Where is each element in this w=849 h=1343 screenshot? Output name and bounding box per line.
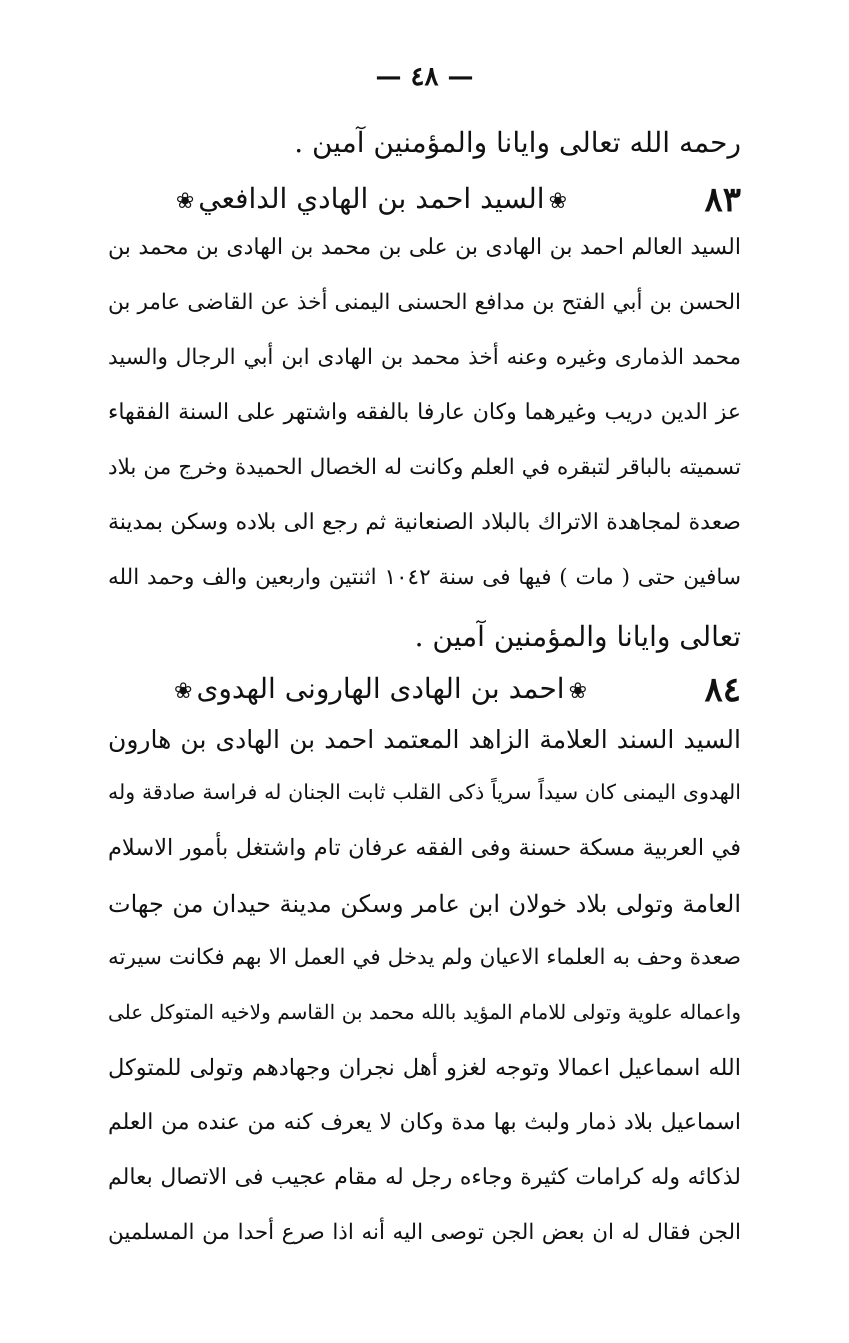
entry-number: ٨٤	[704, 670, 741, 710]
entry-title-wrap	[170, 672, 591, 705]
text-line: اسماعيل بلاد ذمار ولبث بها مدة وكان لا يعرف كنه من عنده من العلم	[108, 1110, 741, 1135]
closing-line: رحمه الله تعالى وايانا والمؤمنين آمين .	[294, 126, 741, 159]
text-line: السيد العالم احمد بن الهادى بن على بن محمد بن الهادى بن محمد بن	[108, 235, 741, 260]
text-line: في العربية مسكة حسنة وفى الفقه عرفان تام واشتغل بأمور الاسلام	[108, 835, 741, 861]
text-line: سافين حتى ( مات ) فيها فى سنة ١٠٤٢ اثنتين واربعين والف وحمد الله	[108, 565, 741, 590]
text-line: واعماله علوية وتولى للامام المؤيد بالله محمد بن القاسم ولاخيه المتوكل على	[108, 1000, 741, 1024]
ornament-flower-icon: ❀	[175, 189, 195, 214]
entry-heading	[108, 670, 741, 714]
text-line: لذكائه وله كرامات كثيرة وجاءه رجل له مقام عجيب فى الاتصال بعالم	[108, 1165, 741, 1190]
entry-title-wrap	[172, 182, 571, 215]
text-line: الجن فقال له ان بعض الجن توصى اليه أنه اذا صرع أحدا من المسلمين	[108, 1220, 741, 1245]
text-line: صعدة وحف به العلماء الاعيان ولم يدخل في العمل الا بهم فكانت سيرته	[108, 945, 741, 970]
entry-title: السيد احمد بن الهادي الدافعي	[198, 182, 545, 215]
text-line: العامة وتولى بلاد خولان ابن عامر وسكن مدينة حيدان من جهات	[108, 890, 742, 918]
text-line: الهدوى اليمنى كان سيداً سرياً ذكى القلب ثابت الجنان له فراسة صادقة وله	[108, 780, 741, 804]
text-line: الله اسماعيل اعمالا وتوجه لغزو أهل نجران وجهادهم وتولى للمتوكل	[108, 1055, 741, 1081]
text-line: محمد الذمارى وغيره وعنه أخذ محمد بن الهادى ابن أبي الرجال والسيد	[108, 345, 741, 370]
text-line: تسميته بالباقر لتبقره في العلم وكانت له الخصال الحميدة وخرج من بلاد	[108, 455, 741, 480]
ornament-flower-icon: ❀	[548, 189, 567, 214]
text-line: السيد السند العلامة الزاهد المعتمد احمد بن الهادى بن هارون	[108, 725, 741, 754]
ornament-flower-icon: ❀	[174, 679, 193, 704]
ornament-flower-icon: ❀	[568, 679, 587, 704]
entry-title: احمد بن الهادى الهارونى الهدوى	[196, 672, 565, 705]
text-line: صعدة لمجاهدة الاتراك بالبلاد الصنعانية ثم رجع الى بلاده وسكن بمدينة	[108, 510, 741, 535]
entry-heading	[108, 180, 741, 224]
text-line: الحسن بن أبي الفتح بن مدافع الحسنى اليمنى أخذ عن القاضى عامر بن	[108, 290, 741, 315]
text-line: تعالى وايانا والمؤمنين آمين .	[414, 620, 741, 653]
text-line: عز الدين دريب وغيرهما وكان عارفا بالفقه واشتهر على السنة الفقهاء	[108, 400, 741, 425]
entry-number: ٨٣	[704, 180, 741, 220]
page-number: — ٤٨ —	[375, 62, 474, 92]
